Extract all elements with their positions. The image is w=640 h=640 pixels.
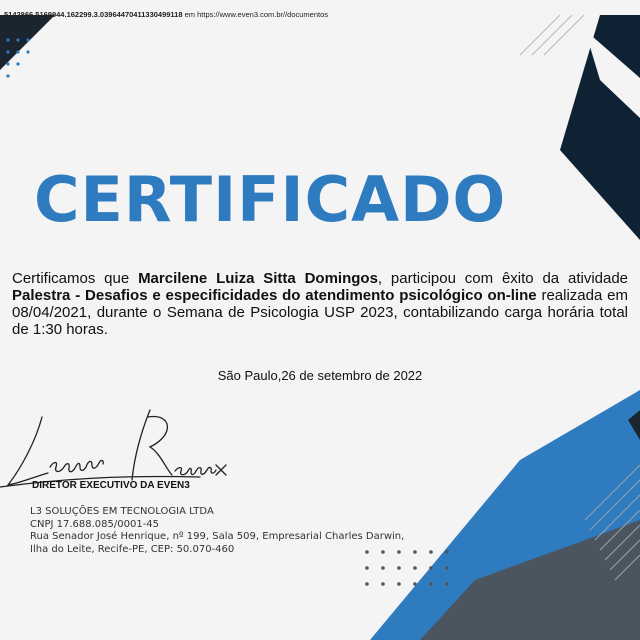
authentication-code [4,10,328,19]
activity-name: Palestra - Desafios e especificidades do atendimento psicológico on-line [12,287,537,304]
text-after-name: , participou com êxito da atividade [377,270,629,287]
signature-title: DIRETOR EXECUTIVO DA EVEN3 [32,480,190,491]
company-info [30,506,404,556]
intro-text: Certificamos que [12,270,130,287]
auth-text: em https://www.even3.com.br//documentos [184,10,329,19]
company-address-line1: Rua Senador José Henrique, nº 199, Sala 509, Empresarial Charles Darwin, [30,531,405,542]
certificate-title: CERTIFICADO [34,163,507,236]
certificate-body [12,270,628,338]
auth-code: 5142866.5169944.162299.3.03964470411330499118 [4,10,183,19]
company-address-line2: Ilha do Leite, Recife-PE, CEP: 50.070-460 [30,543,235,555]
corner-triangle-top-left [0,15,55,70]
place-date: São Paulo,26 de setembro de 2022 [217,368,423,383]
hatch-top-right [520,15,584,55]
company-cnpj: CNPJ 17.688.085/0001-45 [30,518,160,530]
participant-name: Marcilene Luiza Sitta Domingos [138,270,378,287]
text-after-activity: realizada em 08/04/2021, durante o Semana de Psicologia USP 2023, contabilizando carga horária total de 1:30 horas. [12,287,628,338]
company-name: L3 SOLUÇÕES EM TECNOLOGIA LTDA [30,506,214,517]
